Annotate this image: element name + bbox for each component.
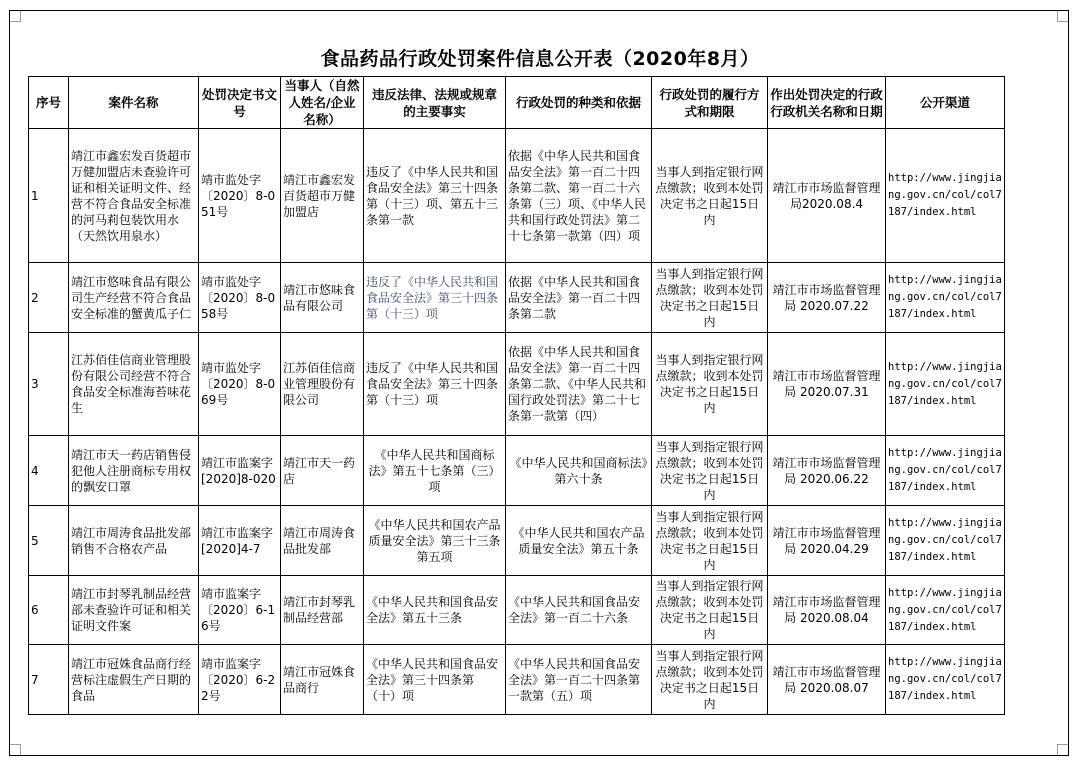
cell-no: 3 — [29, 333, 69, 436]
cell-no: 5 — [29, 506, 69, 576]
cell-case-name: 靖江市周涛食品批发部销售不合格农产品 — [69, 506, 199, 576]
cell-case-name: 靖江市冠姝食品商行经营标注虚假生产日期的食品 — [69, 645, 199, 715]
cell-doc-no: 靖市监案字〔2020〕6-16号 — [199, 576, 281, 645]
table-row — [29, 129, 1005, 263]
crop-mark — [10, 744, 21, 755]
cell-authority: 靖江市市场监督管理局 2020.04.29 — [768, 506, 886, 576]
cell-type: 依据《中华人民共和国食品安全法》第一百二十四条第二款、第一百二十六条第（三）项、《中华人民共和国行政处罚法》第二十七条第一款第（四）项 — [506, 129, 652, 263]
cell-no: 2 — [29, 263, 69, 333]
cell-party: 靖江市鑫宏发百货超市万健加盟店 — [281, 129, 364, 263]
cell-authority: 靖江市市场监督管理局 2020.06.22 — [768, 436, 886, 506]
cell-no: 6 — [29, 576, 69, 645]
table-row — [29, 645, 1005, 715]
table-row — [29, 576, 1005, 645]
cell-type: 《中华人民共和国食品安全法》第一百二十四条第一款第（五）项 — [506, 645, 652, 715]
cell-party: 靖江市周涛食品批发部 — [281, 506, 364, 576]
cell-doc-no: 靖市监处字〔2020〕8-058号 — [199, 263, 281, 333]
cell-no: 7 — [29, 645, 69, 715]
cell-channel-link[interactable]: http://www.jingjiang.gov.cn/col/col7187/index.html — [886, 645, 1005, 715]
cell-authority: 靖江市市场监督管理局 2020.08.07 — [768, 645, 886, 715]
cell-authority: 靖江市市场监督管理局 2020.08.04 — [768, 576, 886, 645]
cell-party: 靖江市天一药店 — [281, 436, 364, 506]
cell-channel-link[interactable]: http://www.jingjiang.gov.cn/col/col7187/index.html — [886, 576, 1005, 645]
page-title: 食品药品行政处罚案件信息公开表（2020年8月） — [320, 48, 760, 70]
cell-no: 1 — [29, 129, 69, 263]
cell-facts: 《中华人民共和国农产品质量安全法》第三十三条第五项 — [364, 506, 506, 576]
cell-method: 当事人到指定银行网点缴款；收到本处罚决定书之日起15日内 — [652, 436, 768, 506]
table-row — [29, 506, 1005, 576]
cell-channel-link[interactable]: http://www.jingjiang.gov.cn/col/col7187/index.html — [886, 333, 1005, 436]
cell-authority: 靖江市市场监督管理局 2020.07.22 — [768, 263, 886, 333]
table-row — [29, 436, 1005, 506]
header-case-name: 案件名称 — [69, 77, 199, 129]
crop-mark — [1057, 744, 1068, 755]
cell-type: 《中华人民共和国商标法》第六十条 — [506, 436, 652, 506]
cell-channel-link[interactable]: http://www.jingjiang.gov.cn/col/col7187/index.html — [886, 436, 1005, 506]
header-no: 序号 — [29, 77, 69, 129]
cell-facts: 《中华人民共和国食品安全法》第五十三条 — [364, 576, 506, 645]
cell-facts: 违反了《中华人民共和国食品安全法》第三十四条第（十三）项 — [364, 263, 506, 333]
cell-type: 依据《中华人民共和国食品安全法》第一百二十四条第二款 — [506, 263, 652, 333]
cell-doc-no: 靖市监处字〔2020〕8-069号 — [199, 333, 281, 436]
cell-type: 《中华人民共和国农产品质量安全法》第五十条 — [506, 506, 652, 576]
header-doc-no: 处罚决定书文号 — [199, 77, 281, 129]
crop-mark — [1057, 11, 1068, 22]
cell-facts: 《中华人民共和国商标法》第五十七条第（三）项 — [364, 436, 506, 506]
cell-authority: 靖江市市场监督管理局2020.08.4 — [768, 129, 886, 263]
cell-channel-link[interactable]: http://www.jingjiang.gov.cn/col/col7187/index.html — [886, 506, 1005, 576]
cell-facts: 违反了《中华人民共和国食品安全法》第三十四条第（十三）项、第五十三条第一款 — [364, 129, 506, 263]
header-authority: 作出处罚决定的行政行政机关名称和日期 — [768, 77, 886, 129]
cell-method: 当事人到指定银行网点缴款；收到本处罚决定书之日起15日内 — [652, 506, 768, 576]
cell-case-name: 靖江市封琴乳制品经营部未查验许可证和相关证明文件案 — [69, 576, 199, 645]
cell-facts: 违反了《中华人民共和国食品安全法》第三十四条第（十三）项 — [364, 333, 506, 436]
cell-channel-link[interactable]: http://www.jingjiang.gov.cn/col/col7187/index.html — [886, 129, 1005, 263]
header-party: 当事人（自然人姓名/企业名称） — [281, 77, 364, 129]
cell-case-name: 靖江市天一药店销售侵犯他人注册商标专用权的飘安口罩 — [69, 436, 199, 506]
cell-method: 当事人到指定银行网点缴款；收到本处罚决定书之日起15日内 — [652, 333, 768, 436]
header-facts: 违反法律、法规或规章的主要事实 — [364, 77, 506, 129]
cell-case-name: 靖江市悠味食品有限公司生产经营不符合食品安全标准的蟹黄瓜子仁 — [69, 263, 199, 333]
cell-method: 当事人到指定银行网点缴款；收到本处罚决定书之日起15日内 — [652, 263, 768, 333]
table-header-row — [29, 77, 1005, 129]
cell-authority: 靖江市市场监督管理局 2020.07.31 — [768, 333, 886, 436]
cell-type: 依据《中华人民共和国食品安全法》第一百二十四条第二款、《中华人民共和国行政处罚法》第二十七条第一款第（四） — [506, 333, 652, 436]
cell-no: 4 — [29, 436, 69, 506]
penalty-table — [28, 76, 1005, 715]
cell-type: 《中华人民共和国食品安全法》第一百二十六条 — [506, 576, 652, 645]
cell-party: 靖江市冠姝食品商行 — [281, 645, 364, 715]
cell-doc-no: 靖江市监案字[2020]8-020 — [199, 436, 281, 506]
cell-channel-link[interactable]: http://www.jingjiang.gov.cn/col/col7187/index.html — [886, 263, 1005, 333]
cell-doc-no: 靖江市监案字[2020]4-7 — [199, 506, 281, 576]
header-channel: 公开渠道 — [886, 77, 1005, 129]
cell-method: 当事人到指定银行网点缴款；收到本处罚决定书之日起15日内 — [652, 576, 768, 645]
cell-party: 靖江市悠味食品有限公司 — [281, 263, 364, 333]
header-type: 行政处罚的种类和依据 — [506, 77, 652, 129]
cell-doc-no: 靖市监案字〔2020〕6-22号 — [199, 645, 281, 715]
table-row — [29, 333, 1005, 436]
cell-doc-no: 靖市监处字〔2020〕8-051号 — [199, 129, 281, 263]
cell-case-name: 江苏佰佳信商业管理股份有限公司经营不符合食品安全标准海苔味花生 — [69, 333, 199, 436]
cell-party: 靖江市封琴乳制品经营部 — [281, 576, 364, 645]
cell-method: 当事人到指定银行网点缴款；收到本处罚决定书之日起15日内 — [652, 645, 768, 715]
cell-method: 当事人到指定银行网点缴款；收到本处罚决定书之日起15日内 — [652, 129, 768, 263]
cell-party: 江苏佰佳信商业管理股份有限公司 — [281, 333, 364, 436]
table-row — [29, 263, 1005, 333]
crop-mark — [10, 11, 21, 22]
cell-facts: 《中华人民共和国食品安全法》第三十四条第（十）项 — [364, 645, 506, 715]
header-method: 行政处罚的履行方式和期限 — [652, 77, 768, 129]
cell-case-name: 靖江市鑫宏发百货超市万健加盟店未查验许可证和相关证明文件、经营不符合食品安全标准的河马莉包装饮用水（天然饮用泉水） — [69, 129, 199, 263]
